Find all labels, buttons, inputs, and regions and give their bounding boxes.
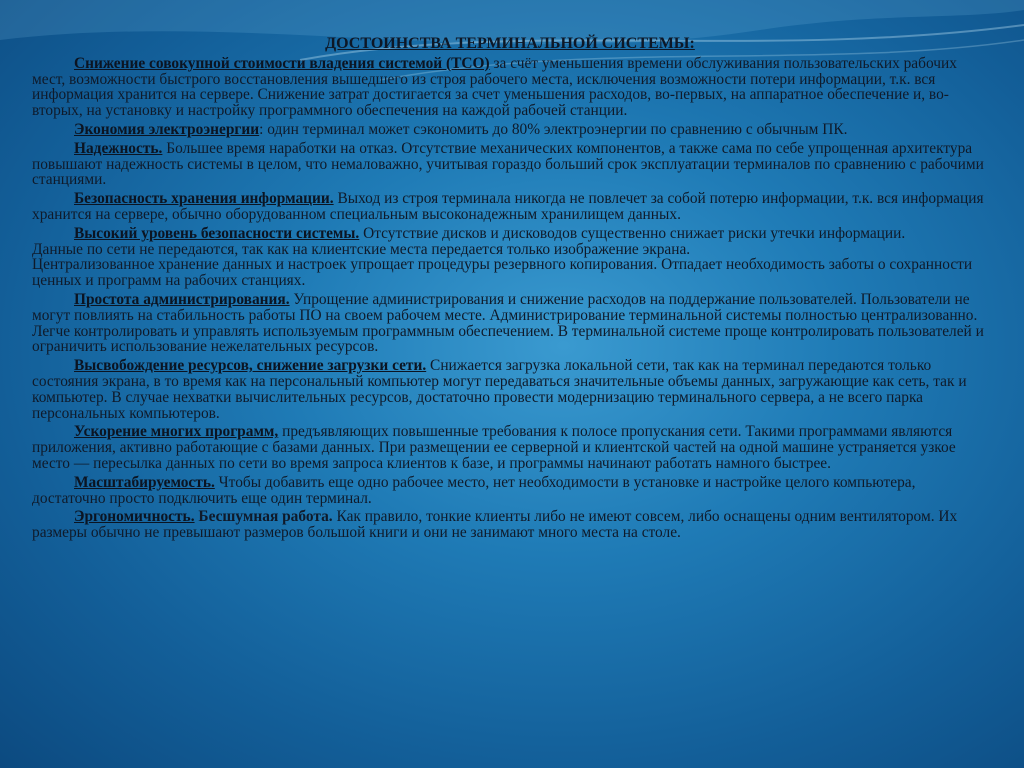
body-scalability: Чтобы добавить еще одно рабочее место, нет необходимости в установке и настройке целого компьютера, достаточно просто подключить еще один терминал. — [32, 473, 916, 507]
paragraph-ergonomics — [32, 509, 988, 541]
body-system-security-extra-1: Данные по сети не передаются, так как на клиентские места передается только изображение экрана. — [32, 240, 691, 258]
heading-storage-security: Безопасность хранения информации. — [74, 190, 334, 208]
body-ergonomics: Как правило, тонкие клиенты либо не имеют совсем, либо оснащены одним вентилятором. Их размеры обычно не превышают размеров большой книги и они не занимают много места на столе. — [32, 508, 958, 542]
slide-content — [32, 36, 988, 544]
body-administration: Упрощение администрирования и снижение расходов на поддержание пользователей. Пользователи не могут повлиять на стабильность работы ПО на своем рабочем месте. Администрирование терминальной системы полностью централизованно. Легче контролировать и управлять используемым программным обеспечением. В терминальной системе проще контролировать пользователей и ограничить использование нежелательных ресурсов. — [32, 290, 984, 356]
heading-energy: Экономия электроэнергии — [74, 120, 260, 138]
body-tco: за счёт уменьшения времени обслуживания пользовательских рабочих мест, возможности быстрого восстановления вышедшего из строя рабочего места, исключения возможности потери информации, т.к. вся информация хранится на сервере. Снижение затрат достигается за счет уменьшения расходов, во-первых, на аппаратное обеспечение и, во-вторых, на установку и настройку программного обеспечения на каждой рабочей станции. — [32, 54, 957, 120]
body-storage-security: Выход из строя терминала никогда не повлечет за собой потерю информации, т.к. вся информация хранится на сервере, обычно оборудованном специальным высоконадежным хранилищем данных. — [32, 190, 984, 223]
paragraph-acceleration — [32, 424, 988, 471]
heading-acceleration: Ускорение многих программ, — [74, 423, 279, 441]
paragraph-administration — [32, 292, 988, 355]
paragraph-resources — [32, 358, 988, 421]
heading-silent-operation: Бесшумная работа. — [194, 508, 333, 526]
heading-system-security: Высокий уровень безопасности системы. — [74, 224, 360, 242]
body-acceleration: предъявляющих повышенные требования к полосе пропускания сети. Такими программами являются приложения, активно работающие с базами данных. При размещении ее серверной и клиентской частей на одной машине устраняется узкое место — пересылка данных по сети во время запроса клиентов к базе, и программы начинают работать намного быстрее. — [32, 423, 956, 472]
slide-title: ДОСТОИНСТВА ТЕРМИНАЛЬНОЙ СИСТЕМЫ: — [325, 35, 695, 52]
paragraph-storage-security — [32, 191, 988, 223]
body-system-security-extra-2: Централизованное хранение данных и настроек упрощает процедуры резервного копирования. Отпадает необходимость заботы о сохранности ценных и программ на рабочих станциях. — [32, 256, 973, 290]
paragraph-tco — [32, 56, 988, 119]
body-reliability: Большее время наработки на отказ. Отсутствие механических компонентов, а также сама по себе упрощенная архитектура повышают надежность системы в целом, что немаловажно, учитывая гораздо больший срок эксплуатации терминалов по сравнению с рабочими станциями. — [32, 139, 984, 189]
heading-tco: Снижение совокупной стоимости владения системой (TCO) — [74, 54, 490, 72]
paragraph-reliability — [32, 141, 988, 188]
paragraph-energy — [32, 122, 988, 138]
heading-reliability: Надежность. — [74, 139, 163, 157]
body-energy: : один терминал может сэкономить до 80% электроэнергии по сравнению с обычным ПК. — [259, 120, 848, 138]
body-resources: Снижается загрузка локальной сети, так как на терминал передаются только состояния экрана, в то время как на персональный компьютер могут передаваться значительные объемы данных, загружающие как сеть, так и компьютер. В случае нехватки вычислительных ресурсов, достаточно провести модернизацию терминального сервера, а не всего парка персональных компьютеров. — [32, 357, 967, 422]
heading-resources: Высвобождение ресурсов, снижение загрузки сети. — [74, 357, 427, 375]
body-system-security: Отсутствие дисков и дисководов существенно снижает риски утечки информации. — [359, 224, 906, 242]
heading-scalability: Масштабируемость. — [74, 473, 215, 491]
heading-ergonomics: Эргономичность. — [74, 508, 195, 526]
heading-administration: Простота администрирования. — [74, 290, 290, 308]
paragraph-system-security — [32, 226, 988, 289]
paragraph-scalability — [32, 475, 988, 507]
